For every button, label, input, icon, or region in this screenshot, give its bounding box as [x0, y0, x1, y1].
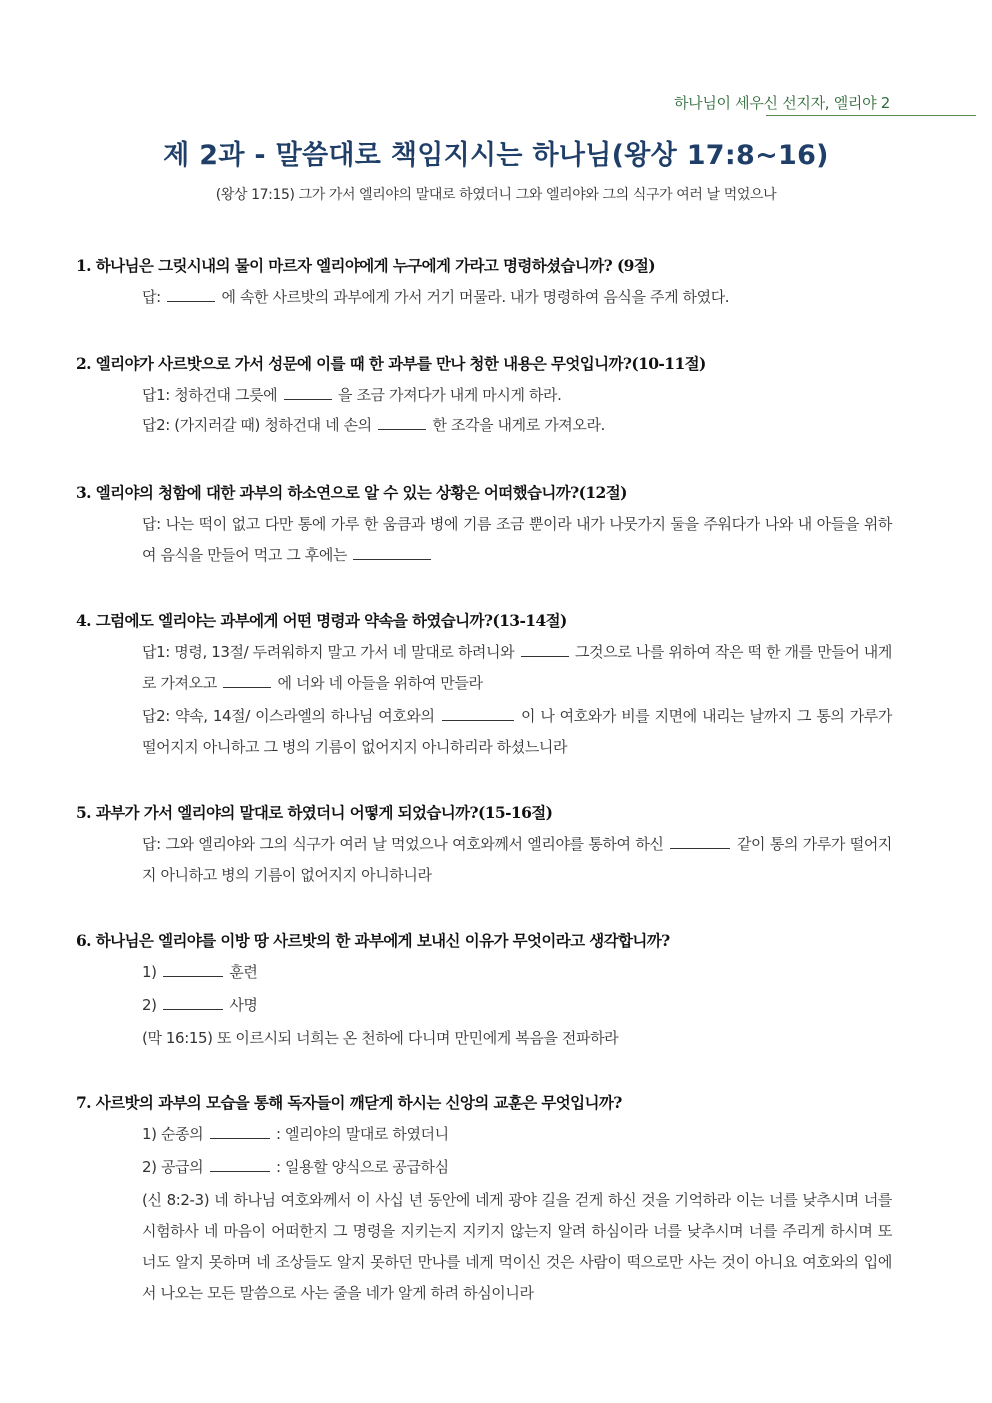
answer-1	[142, 282, 892, 313]
answer-6-verse: (막 16:15) 또 이르시되 너희는 온 천하에 다니며 만민에게 복음을 전파하라	[142, 1029, 619, 1047]
answer-blank	[210, 1157, 270, 1172]
answer-blank	[210, 1124, 270, 1139]
answer-5-post: 같이 통의 가루가 떨어지지 아니하고 병의 기름이 없어지지 아니하니라	[142, 835, 893, 884]
answer-1-text-pre: 답:	[142, 288, 166, 306]
answer-6-2-post: 사명	[224, 996, 258, 1014]
question-4: 4. 그럼에도 엘리야는 과부에게 어떤 명령과 약속을 하였습니까?(13-14절)	[76, 611, 567, 630]
answer-4-1-pre: 답1: 명령, 13절/ 두려워하지 말고 가서 네 말대로 하려니와	[142, 643, 519, 661]
answer-5-pre: 답: 그와 엘리야와 그의 식구가 여러 날 먹었으나 여호와께서 엘리야를 통하여 하신	[142, 835, 669, 853]
answer-3	[142, 509, 892, 571]
answer-7-verse: (신 8:2-3) 네 하나님 여호와께서 이 사십 년 동안에 네게 광야 길을 걷게 하신 것을 기억하라 이는 너를 낮추시며 너를 시험하사 네 마음이 어떠한지 그 명령을 지키는지 지키지 않는지 알려 하심이라 너를 낮추시며 너를 주리게 하시며 또 너도 알지 못하며 네 조상들도 알지 못하던 만나를 네게 먹이신 것은 사람이 떡으로만 사는 것이 아니요 여호와의 입에서 나오는 모든 말씀으로 사는 줄을 네가 알게 하려 하심이니라	[142, 1191, 892, 1302]
header-rule	[766, 115, 976, 116]
answer-7-2	[142, 1152, 892, 1183]
answer-6-2	[142, 990, 892, 1021]
answer-6-2-pre: 2)	[142, 996, 161, 1014]
answer-blank	[223, 673, 271, 688]
answer-2-2-post: 한 조각을 내게로 가져오라.	[428, 416, 605, 434]
question-3: 3. 엘리야의 청함에 대한 과부의 하소연으로 알 수 있는 상황은 어떠했습니까?(12절)	[76, 483, 627, 502]
answer-blank	[378, 415, 426, 430]
answer-2-2-pre: 답2: (가지러갈 때) 청하건대 네 손의	[142, 416, 377, 434]
answer-3-pre: 답: 나는 떡이 없고 다만 통에 가루 한 움큼과 병에 기름 조금 뿐이라 내가 나뭇가지 둘을 주워다가 나와 내 아들을 위하여 음식을 만들어 먹고 그 후에는	[142, 515, 892, 564]
page-subtitle: (왕상 17:15) 그가 가서 엘리야의 말대로 하였더니 그와 엘리야와 그의 식구가 여러 날 먹었으나	[215, 187, 777, 203]
answer-blank	[442, 706, 514, 721]
answer-6-1-post: 훈련	[224, 963, 258, 981]
answer-blank	[284, 385, 332, 400]
answer-5	[142, 829, 892, 891]
answer-4-2-post: 이 나 여호와가 비를 지면에 내리는 날까지 그 통의 가루가 떨어지지 아니하고 그 병의 기름이 없어지지 아니하리라 하셨느니라	[142, 707, 892, 756]
answer-7-1	[142, 1119, 892, 1150]
answer-1-text-post: 에 속한 사르밧의 과부에게 가서 거기 머물라. 내가 명령하여 음식을 주게 하였다.	[217, 288, 730, 306]
answer-7-2-post: : 일용할 양식으로 공급하심	[271, 1158, 449, 1176]
answer-blank	[670, 834, 730, 849]
header-text: 하나님이 세우신 선지자, 엘리야 2	[673, 94, 890, 112]
answer-4-1-post: 에 너와 네 아들을 위하여 만들라	[273, 674, 483, 692]
answer-2-1	[142, 380, 892, 411]
question-2: 2. 엘리야가 사르밧으로 가서 성문에 이를 때 한 과부를 만나 청한 내용은 무엇입니까?(10-11절)	[76, 354, 706, 373]
answer-7-1-pre: 1) 순종의	[142, 1125, 208, 1143]
answer-4-2-pre: 답2: 약속, 14절/ 이스라엘의 하나님 여호와의	[142, 707, 440, 725]
question-7: 7. 사르밧의 과부의 모습을 통해 독자들이 깨닫게 하시는 신앙의 교훈은 무엇입니까?	[76, 1093, 622, 1112]
answer-4-2	[142, 701, 892, 763]
question-1: 1. 하나님은 그릿시내의 물이 마르자 엘리야에게 누구에게 가라고 명령하셨습니까? (9절)	[76, 256, 655, 275]
question-5: 5. 과부가 가서 엘리야의 말대로 하였더니 어떻게 되었습니까?(15-16절)	[76, 803, 553, 822]
answer-4-1	[142, 637, 892, 699]
answer-blank	[163, 962, 223, 977]
answer-2-1-post: 을 조금 가져다가 내게 마시게 하라.	[333, 386, 562, 404]
answer-blank	[163, 995, 223, 1010]
answer-blank	[353, 545, 431, 560]
answer-2-1-pre: 답1: 청하건대 그릇에	[142, 386, 282, 404]
answer-7-1-post: : 엘리야의 말대로 하였더니	[271, 1125, 449, 1143]
answer-2-2	[142, 410, 892, 441]
answer-4-1-mid: 그것으로 나를 위하여 작은 떡 한 개를 만들어 내게로 가져오고	[142, 643, 892, 692]
answer-blank	[167, 287, 215, 302]
question-6: 6. 하나님은 엘리야를 이방 땅 사르밧의 한 과부에게 보내신 이유가 무엇이라고 생각합니까?	[76, 931, 670, 950]
answer-6-1	[142, 957, 892, 988]
answer-6-1-pre: 1)	[142, 963, 161, 981]
running-header	[600, 90, 976, 116]
page-title: 제 2과 - 말씀대로 책임지시는 하나님(왕상 17:8~16)	[163, 140, 829, 171]
answer-7-2-pre: 2) 공급의	[142, 1158, 208, 1176]
answer-blank	[521, 642, 569, 657]
